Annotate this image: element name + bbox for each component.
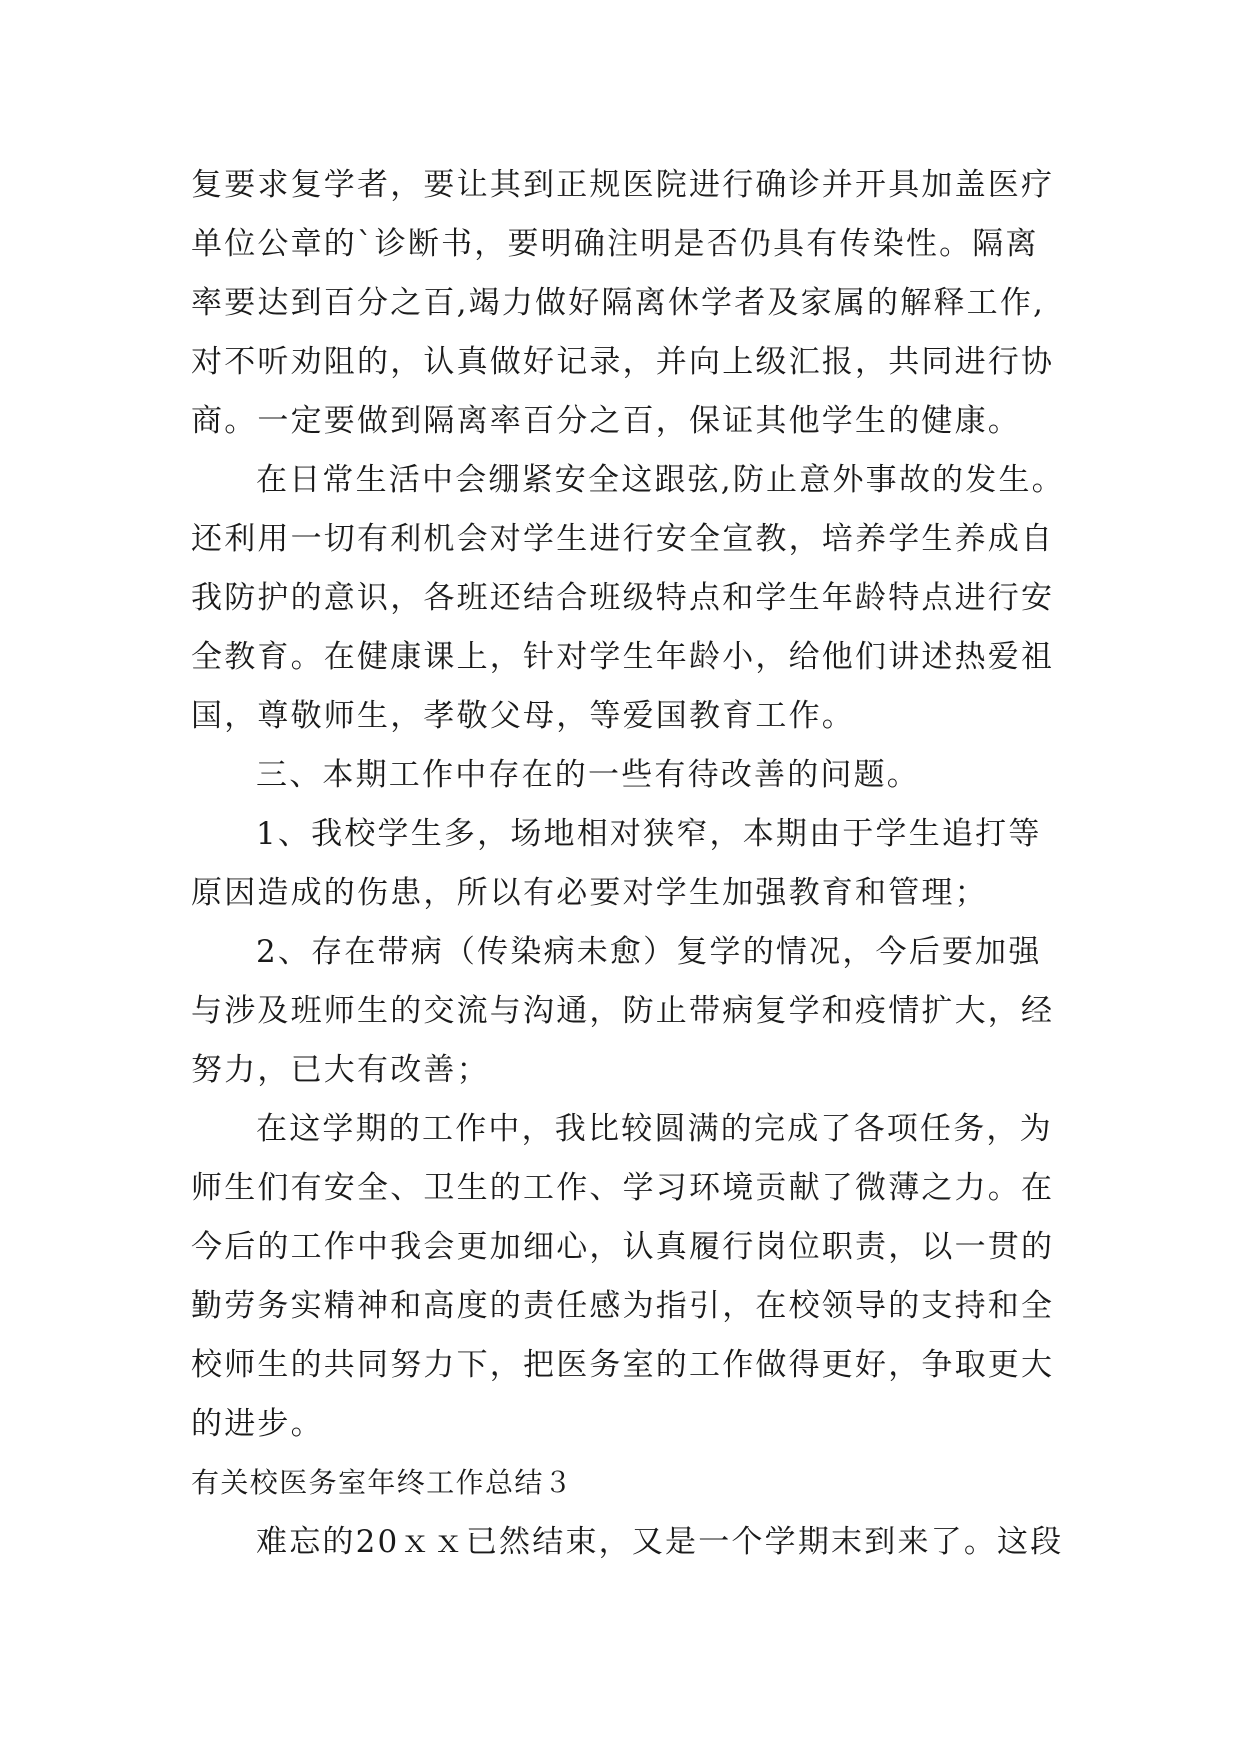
article-title: 有关校医务室年终工作总结３ [191,1466,574,1499]
text-line: 原因造成的伤患，所以有必要对学生加强教育和管理； [191,875,988,911]
text-line: 师生们有安全、卫生的工作、学习环境贡献了微薄之力。在 [191,1170,1055,1206]
section-heading: 三、本期工作中存在的一些有待改善的问题。 [256,757,920,793]
list-item-1-line: 1、我校学生多，场地相对狭窄，本期由于学生追打等 [256,816,1042,852]
text-line: 国，尊敬师生，孝敬父母，等爱国教育工作。 [191,698,855,734]
paragraph-start-line: 在日常生活中会绷紧安全这跟弦,防止意外事故的发生。 [256,462,1065,498]
text-line: 今后的工作中我会更加细心，认真履行岗位职责，以一贯的 [191,1229,1055,1265]
text-line: 单位公章的`诊断书，要明确注明是否仍具有传染性。隔离 [191,226,1039,262]
text-line: 我防护的意识，各班还结合班级特点和学生年龄特点进行安 [191,580,1055,616]
text-line: 校师生的共同努力下，把医务室的工作做得更好，争取更大 [191,1347,1055,1383]
text-line: 对不听劝阻的，认真做好记录，并向上级汇报，共同进行协 [191,344,1055,380]
text-line: 勤劳务实精神和高度的责任感为指引，在校领导的支持和全 [191,1288,1055,1324]
text-line: 率要达到百分之百,竭力做好隔离休学者及家属的解释工作, [191,285,1046,321]
text-line: 全教育。在健康课上，针对学生年龄小，给他们讲述热爱祖 [191,639,1055,675]
text-line: 复要求复学者，要让其到正规医院进行确诊并开具加盖医疗 [191,167,1055,203]
text-line: 努力，已大有改善； [191,1052,490,1088]
text-line: 还利用一切有利机会对学生进行安全宣教，培养学生养成自 [191,521,1055,557]
paragraph-start-line: 在这学期的工作中，我比较圆满的完成了各项任务，为 [256,1111,1053,1147]
text-line: 商。一定要做到隔离率百分之百，保证其他学生的健康。 [191,403,1021,439]
text-line: 与涉及班师生的交流与沟通，防止带病复学和疫情扩大，经 [191,993,1055,1029]
list-item-2-line: 2、存在带病（传染病未愈）复学的情况，今后要加强 [256,934,1042,970]
text-line: 的进步。 [191,1406,324,1442]
paragraph-start-line: 难忘的20ｘｘ已然结束，又是一个学期末到来了。这段 [256,1524,1064,1560]
